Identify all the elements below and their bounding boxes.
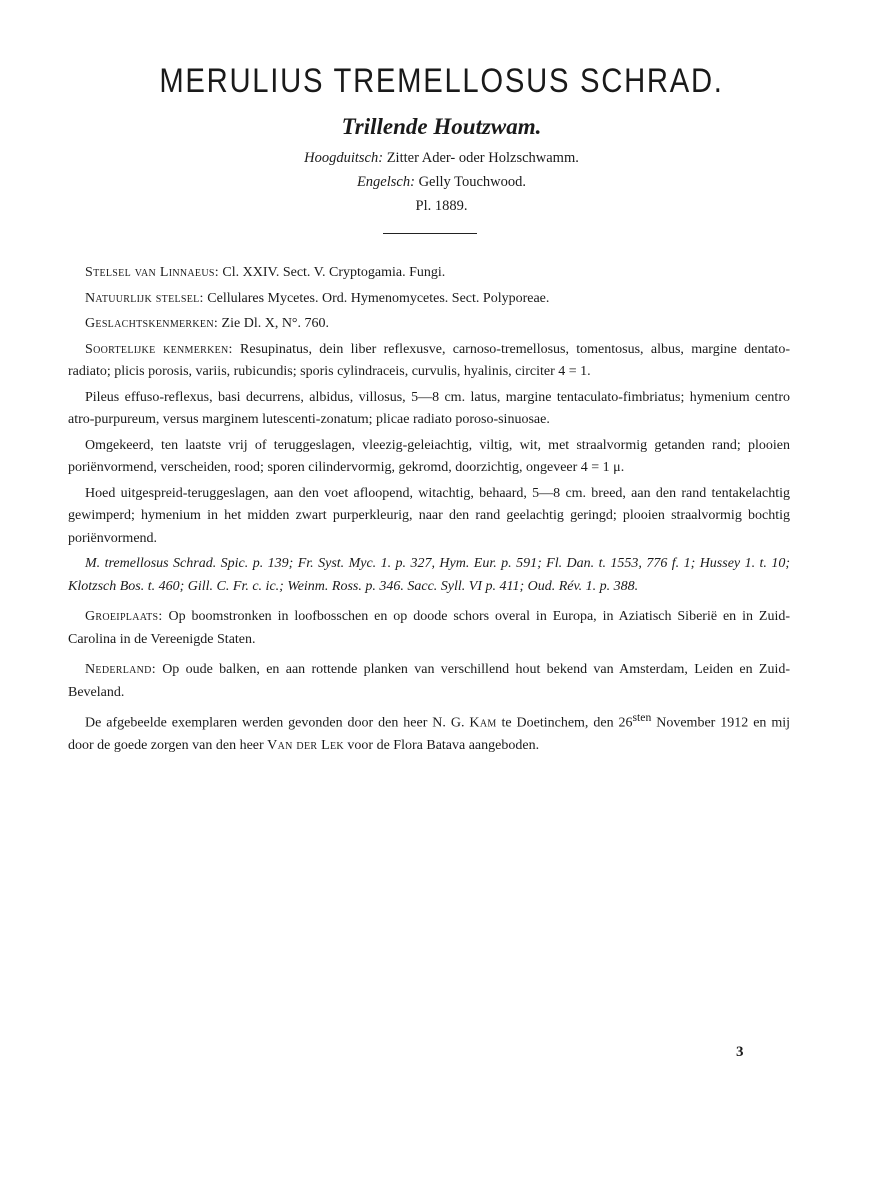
hoed-paragraph: Hoed uitgespreid-teruggeslagen, aan den voet afloopend, witachtig, behaard, 5—8 cm. breed, aan den rand tentakelachtig gewimperd; hymenium in het midden zwart purperkleurig, naar den rand geelachtig geringd; plooien straalvormig bochtig poriënvormend. — [68, 485, 790, 546]
closing-part3: November 1912 en mij door de goede zorgen van den heer — [68, 715, 791, 754]
netherlands-label: Nederland: — [85, 662, 156, 677]
species-text: Resupinatus, dein liber reflexusve, carnoso-tremellosus, tomentosus, albus, margine dentato-radiato; plicis porosis, variis, rubicundis; sporis cylindraceis, curvulis, hyalinis, circiter 4 = 1. — [68, 341, 790, 379]
genus-paragraph — [68, 313, 790, 336]
pileus-paragraph: Pileus effuso-reflexus, basi decurrens, albidus, villosus, 5—8 cm. latus, margine tentaculato-fimbriatus; hymenium centro atro-purpureum, versus marginem lutescenti-zonatum; plicae radiato poroso-sinuosae. — [68, 389, 790, 427]
linnaeus-paragraph — [68, 262, 790, 285]
references-paragraph: M. tremellosus Schrad. Spic. p. 139; Fr. Syst. Myc. 1. p. 327, Hym. Eur. p. 591; Fl. Dan. t. 1553, 776 f. 1; Hussey 1. t. 10; Klotzsch Bos. t. 460; Gill. C. Fr. c. ic.; Weinm. Ross. p. 346. Sacc. Syll. VI p. 411; Oud. Rév. 1. p. 388. — [68, 556, 790, 594]
species-label: Soortelijke kenmerken: — [85, 341, 233, 357]
linnaeus-label: Stelsel van Linnaeus: — [85, 265, 219, 280]
english-label: Engelsch: — [356, 174, 415, 190]
collector-name: Kam — [469, 715, 497, 731]
german-name-line — [0, 150, 883, 167]
genus-text: Zie Dl. X, N°. 760. — [221, 316, 330, 331]
english-name-line — [0, 174, 883, 191]
natural-system-text: Cellulares Mycetes. Ord. Hymenomycetes. Sect. Polyporeae. — [207, 290, 550, 306]
netherlands-paragraph — [68, 659, 790, 704]
linnaeus-text: Cl. XXIV. Sect. V. Cryptogamia. Fungi. — [222, 265, 446, 280]
divider — [383, 233, 477, 234]
natural-system-label: Natuurlijk stelsel: — [85, 290, 204, 306]
closing-date-suffix: sten — [632, 711, 652, 724]
habitat-paragraph — [68, 606, 790, 651]
habitat-label: Groeiplaats: — [85, 609, 163, 624]
species-title: MERULIUS TREMELLOSUS SCHRAD. — [159, 62, 724, 100]
closing-paragraph — [68, 707, 790, 758]
natural-system-paragraph — [68, 288, 790, 311]
german-name: Zitter Ader- oder Holzschwamm. — [386, 150, 579, 166]
habitat-text: Op boomstronken in loofbosschen en op doode schors overal in Europa, in Aziatisch Siberië en in Zuid-Carolina in de Vereenigde Staten. — [68, 609, 791, 647]
genus-label: Geslachtskenmerken: — [85, 316, 219, 331]
english-name: Gelly Touchwood. — [418, 174, 527, 190]
species-paragraph — [68, 339, 790, 384]
description-body — [68, 262, 790, 761]
closing-part4: voor de Flora Batava aangeboden. — [347, 738, 540, 754]
netherlands-text: Op oude balken, en aan rottende planken van verschillend hout bekend van Amsterdam, Leiden en Zuid-Beveland. — [68, 662, 790, 700]
closing-date-number: 26 — [618, 715, 633, 731]
closing-part1: De afgebeelde exemplaren werden gevonden door den heer N. G. — [85, 715, 465, 731]
closing-part2: te Doetinchem, den — [501, 715, 614, 731]
donor-name: Van der Lek — [267, 738, 344, 754]
plate-number: Pl. 1889. — [415, 198, 468, 214]
omgekeerd-paragraph: Omgekeerd, ten laatste vrij of teruggeslagen, vleezig-geleiachtig, viltig, wit, met straalvormig getanden rand; plooien poriënvormend, verscheiden, rood; sporen cilindervormig, gekromd, doorzichtig, ongeveer 4 = 1 μ. — [68, 437, 790, 475]
german-label: Hoogduitsch: — [304, 150, 384, 166]
page-number: 3 — [736, 1044, 744, 1060]
dutch-common-name: Trillende Houtzwam. — [341, 114, 542, 139]
